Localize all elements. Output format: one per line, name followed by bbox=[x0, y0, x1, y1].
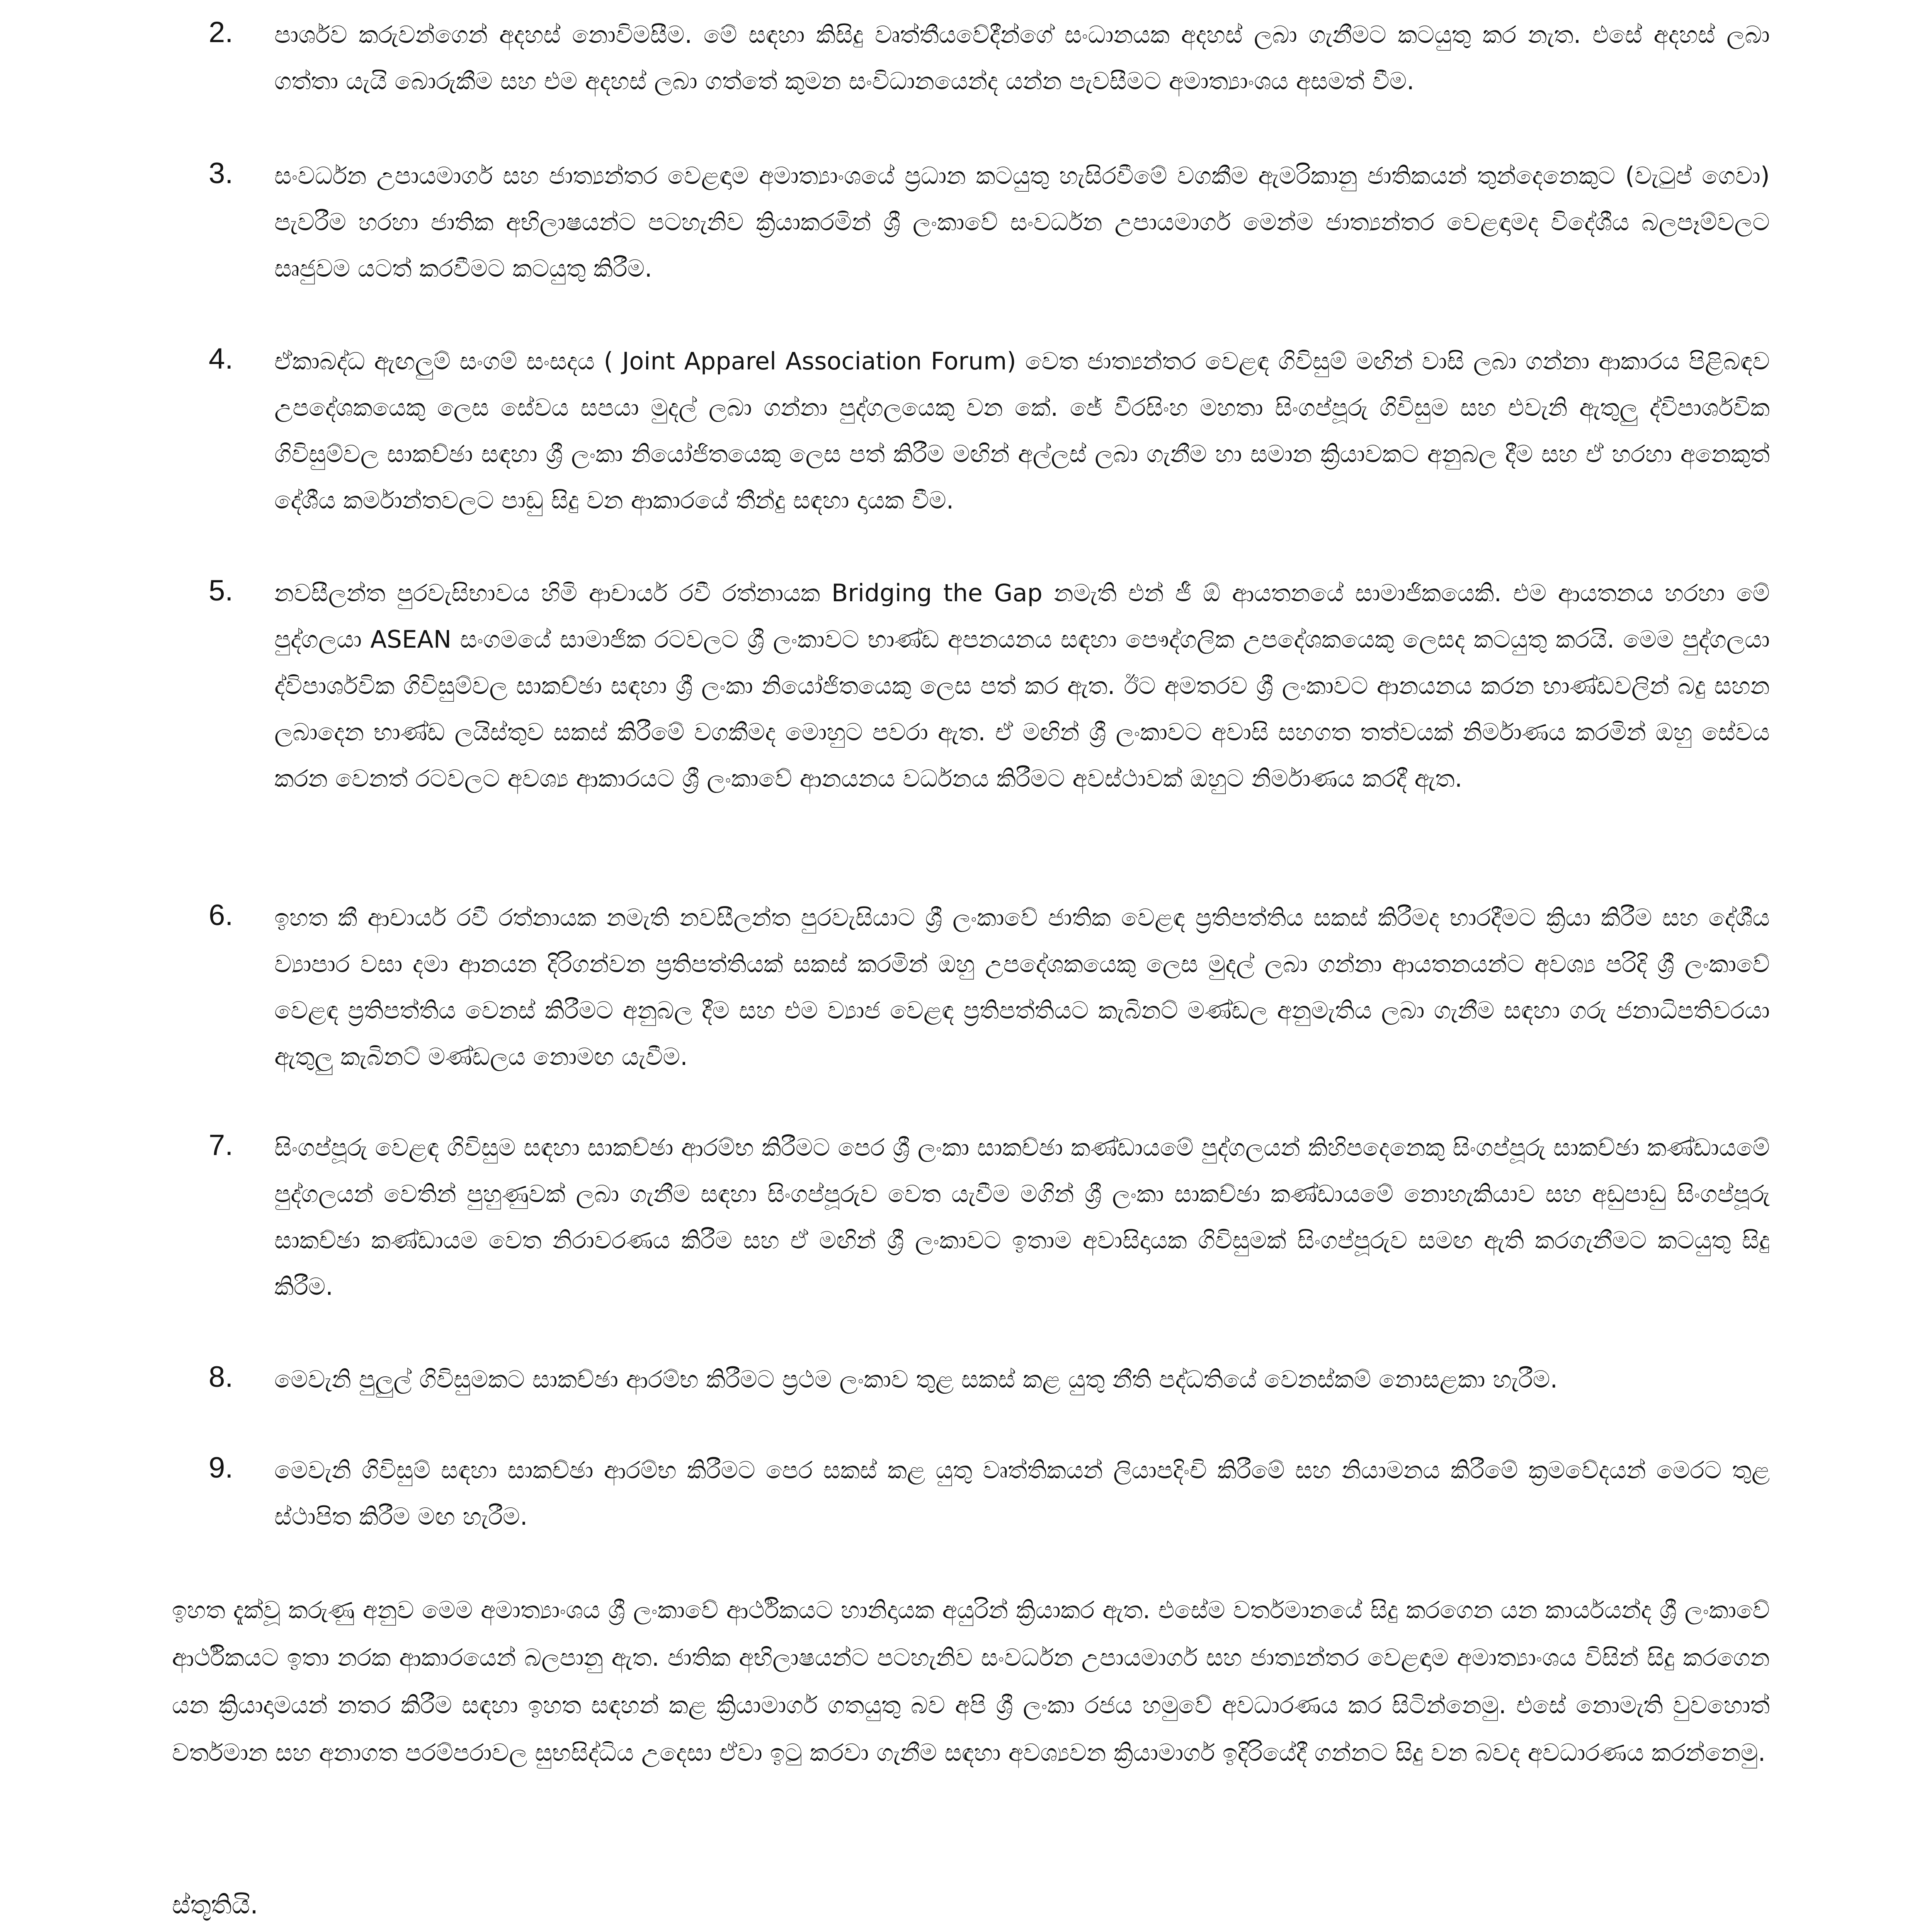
item-number: 2. bbox=[209, 16, 233, 49]
item-text: පාර්ශව කරුවන්ගෙන් අදහස් නොවිමසීම. මේ සඳහා කිසිදු වෘත්තීයවේදීන්ගේ සංධානයක අදහස් ලබා ගැනීමට කටයුතු කර නැත. එසේ අදහස් ලබා ගත්තා යැයි බොරුකීම සහ එම අදහස් ලබා ගත්තේ කුමන සංවිධානයෙන්ද යන්න පැවසීමට අමාත්‍යාංශය අසමත් වීම. bbox=[274, 20, 1770, 95]
item-text: සංවර්ධන උපායමාර්ග සහ ජාත්‍යන්තර වෙළඳාම අමාත්‍යාංශයේ ප්‍රධාන කටයුතු හැසිරවීමේ වගකීම ඇමරිකානු ජාතිකයන් තුන්දෙනෙකුට (වැටුප් ගෙවා) පැවරීම හරහා ජාතික අභිලාෂයන්ට පටහැනිව ක්‍රියාකරමින් ශ්‍රී ලංකාවේ සංවර්ධන උපායමාර්ග මෙන්ම ජාත්‍යන්තර වෙළඳාමද විදේශීය බලපෑම්වලට සෘජුවම යටත් කරවීමට කටයුතු කිරීම. bbox=[274, 162, 1770, 282]
item-number: 6. bbox=[209, 899, 233, 932]
item-number: 7. bbox=[209, 1129, 233, 1162]
item-text: ඉහත කී ආචාර්ය රවී රත්නායක නමැති නවසීලන්ත පුරවැසියාට ශ්‍රී ලංකාවේ ජාතික වෙළඳ ප්‍රතිපත්තිය සකස් කිරීමද භාරදීමට ක්‍රියා කිරීම සහ දේශීය ව්‍යාපාර වසා දමා ආනයන දිරිගන්වන ප්‍රතිපත්තියක් සකස් කරමින් ඔහු උපදේශකයෙකු ලෙස මුදල් ලබා ගන්නා ආයතනයන්ට අවශ්‍ය පරිදි ශ්‍රී ලංකාවේ වෙළඳ ප්‍රතිපත්තිය වෙනස් කිරීමට අනුබල දීම සහ එම ව්‍යාජ වෙළඳ ප්‍රතිපත්තියට කැබිනට් මණ්ඩල අනුමැතිය ලබා ගැනීම සඳහා ගරු ජනාධිපතිවරයා ඇතුලු කැබිනට් මණ්ඩලය නොමඟ යැවීම. bbox=[274, 903, 1770, 1071]
list-item bbox=[209, 895, 1770, 1080]
item-text: ඒකාබද්ධ ඇඟලුම් සංගම් සංසදය ( Joint Apparel Association Forum) වෙත ජාත්‍යන්තර වෙළඳ ගිවිසුම් මඟින් වාසි ලබා ගන්නා ආකාරය පිළිබඳව උපදේශකයෙකු ලෙස සේවය සපයා මුදල් ලබා ගන්නා පුද්ගලයෙකු වන කේ. ජේ වීරසිංහ මහතා සිංගප්පූරු ගිවිසුම සහ එවැනි ඇතුලු ද්විපාර්ශවික ගිවිසුම්වල සාකච්ඡා සඳහා ශ්‍රී ලංකා නියෝජිතයෙකු ලෙස පත් කිරීම මඟින් අල්ලස් ලබා ගැනීම හා සමාන ක්‍රියාවකට අනුබල දීම සහ ඒ හරහා අනෙකුත් දේශීය කර්මාන්තවලට පාඩු සිදු වන ආකාරයේ තීන්දු සඳහා දායක වීම. bbox=[274, 347, 1770, 514]
closing-thanks: ස්තූතියි. bbox=[172, 1890, 259, 1920]
item-text: මෙවැනි ගිවිසුම් සඳහා සාකච්ඡා ආරම්භ කිරීමට පෙර සකස් කළ යුතු වෘත්තිකයන් ලියාපදිංචි කිරීමේ සහ නියාමනය කිරීමේ ක්‍රමවේදයන් මෙරට තුළ ස්ථාපිත කිරීම මඟ හැරීම. bbox=[274, 1456, 1770, 1531]
item-number: 9. bbox=[209, 1451, 233, 1484]
item-number: 3. bbox=[209, 157, 233, 190]
list-item bbox=[209, 338, 1770, 524]
item-text: සිංගප්පූරු වෙළඳ ගිවිසුම සඳහා සාකච්ඡා ආරම්භ කිරීමට පෙර ශ්‍රී ලංකා සාකච්ඡා කණ්ඩායමේ පුද්ගලයන් කිහිපදෙනෙකු සිංගප්පූරු සාකච්ඡා කණ්ඩායමේ පුද්ගලයන් වෙතින් පුහුණුවක් ලබා ගැනීම සඳහා සිංගප්පූරුව වෙත යැවීම මගින් ශ්‍රී ලංකා සාකච්ඡා කණ්ඩායමේ නොහැකියාව සහ අඩුපාඩු සිංගප්පූරු සාකච්ඡා කණ්ඩායම වෙත නිරාවරණය කිරීම සහ ඒ මඟින් ශ්‍රී ලංකාවට ඉතාම අවාසිදායක ගිවිසුමක් සිංගප්පූරුව සමඟ ඇති කරගැනීමට කටයුතු සිදු කිරීම. bbox=[274, 1133, 1770, 1301]
item-number: 4. bbox=[209, 342, 233, 375]
list-item bbox=[209, 1124, 1770, 1310]
list-item bbox=[209, 1447, 1770, 1540]
item-number: 8. bbox=[209, 1361, 233, 1393]
list-item bbox=[209, 1356, 1770, 1403]
conclusion-paragraph: ඉහත දැක්වූ කරුණු අනුව මෙම අමාත්‍යාංශය ශ්‍රී ලංකාවේ ආර්ථිකයට හානිදායක අයුරින් ක්‍රියාකර ඇත. එසේම වර්තමානයේ සිදු කරගෙන යන කාර්යයන්ද ශ්‍රී ලංකාවේ ආර්ථිකයට ඉතා නරක ආකාරයෙන් බලපානු ඇත. ජාතික අභිලාෂයන්ට පටහැනිව සංවර්ධන උපායමාර්ග සහ ජාත්‍යන්තර වෙළඳාම අමාත්‍යාංශය විසින් සිදු කරගෙන යන ක්‍රියාදාමයන් නතර කිරීම සඳහා ඉහත සඳහන් කළ ක්‍රියාමාර්ග ගතයුතු බව අපි ශ්‍රී ලංකා රජය හමුවේ අවධාරණය කර සිටින්නෙමු. එසේ නොමැති වුවහොත් වර්තමාන සහ අනාගත පරම්පරාවල සුභසිද්ධිය උදෙසා ඒවා ඉටු කරවා ගැනීම සඳහා අවශ්‍යවන ක්‍රියාමාර්ග ඉදිරියේදී ගන්නට සිදු වන බවද අවධාරණය කරන්නෙමු. bbox=[172, 1596, 1770, 1767]
list-item bbox=[209, 153, 1770, 292]
item-number: 5. bbox=[209, 574, 233, 607]
list-item bbox=[209, 570, 1770, 802]
item-text: නවසීලන්ත පුරවැසිභාවය හිමි ආචාර්ය රවී රත්නායක Bridging the Gap නමැති එන් ජී ඕ ආයතනයේ සාමාජිකයෙකි. එම ආයතනය හරහා මේ පුද්ගලයා ASEAN සංගමයේ සාමාජික රටවලට ශ්‍රී ලංකාවට භාණ්ඩ අපනයනය සඳහා පෞද්ගලික උපදේශකයෙකු ලෙසද කටයුතු කරයි. මෙම පුද්ගලයා ද්විපාර්ශවික ගිවිසුම්වල සාකච්ඡා සඳහා ශ්‍රී ලංකා නියෝජිතයෙකු ලෙස පත් කර ඇත. ඊට අමතරව ශ්‍රී ලංකාවට ආනයනය කරන භාණ්ඩවලින් බදු සහන ලබාදෙන භාණ්ඩ ලයිස්තුව සකස් කිරීමේ වගකීමද මොහුට පවරා ඇත. ඒ මඟින් ශ්‍රී ලංකාවට අවාසි සහගත තත්වයක් නිර්මාණය කරමින් ඔහු සේවය කරන වෙනත් රටවලට අවශ්‍ය ආකාරයට ශ්‍රී ලංකාවේ ආනයනය වර්ධනය කිරීමට අවස්ථාවක් ඔහුට නිර්මාණය කරදී ඇත. bbox=[274, 579, 1770, 793]
list-item bbox=[209, 12, 1770, 104]
item-text: මෙවැනි පුලුල් ගිවිසුමකට සාකච්ඡා ආරම්භ කිරීමට ප්‍රථම ලංකාව තුළ සකස් කළ යුතු නීති පද්ධතියේ වෙනස්කම් නොසළකා හැරීම. bbox=[274, 1365, 1558, 1393]
